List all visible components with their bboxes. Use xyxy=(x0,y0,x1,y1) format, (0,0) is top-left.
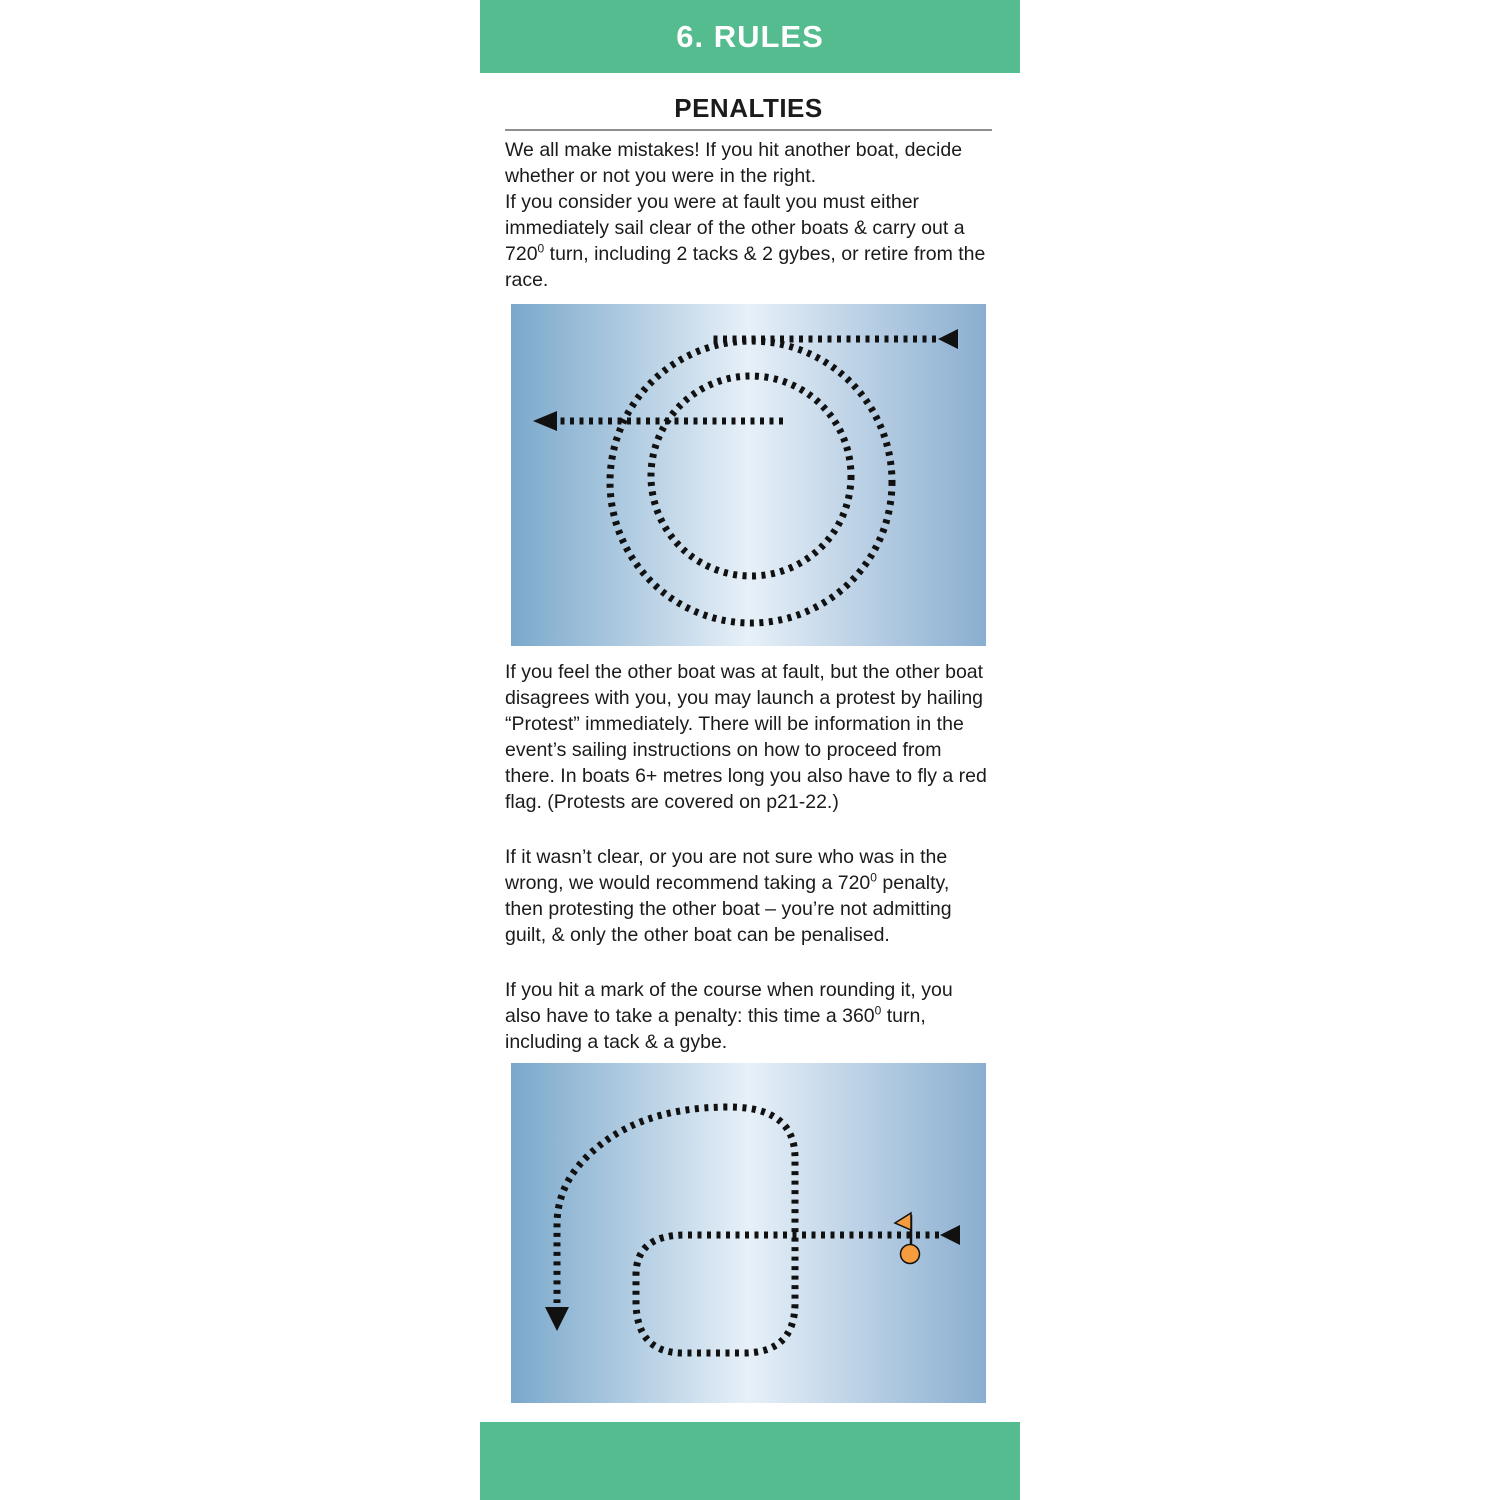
mark-buoy xyxy=(901,1245,920,1264)
page-content xyxy=(480,93,1020,1403)
superscript-zero: 0 xyxy=(874,1003,882,1018)
section-title: PENALTIES xyxy=(505,93,992,131)
paragraph-hit-mark-text-end: turn, including a tack & a gybe. xyxy=(505,1005,926,1053)
booklet-page xyxy=(480,0,1020,1500)
paragraph-not-sure xyxy=(505,844,992,948)
paragraph-not-sure-text: If it wasn’t clear, or you are not sure who was in the wrong, we would recommend taking a 720 xyxy=(505,846,948,894)
paragraph-hit-mark-text: If you hit a mark of the course when rounding it, you also have to take a penalty: this time a 360 xyxy=(505,979,953,1027)
paragraph-720-penalty xyxy=(505,189,992,293)
diagram-720-turn xyxy=(511,304,986,646)
paragraph-720-penalty-text: If you consider you were at fault you must either immediately sail clear of the other boats & carry out a 720 xyxy=(505,191,965,265)
sea-background xyxy=(511,304,986,646)
page-footer-bar xyxy=(480,1422,1020,1500)
paragraph-720-penalty-text-end: turn, including 2 tacks & 2 gybes, or retire from the race. xyxy=(505,243,986,291)
paragraph-not-sure-text-end: penalty, then protesting the other boat – you’re not admitting guilt, & only the other boat can be penalised. xyxy=(505,872,952,946)
chapter-header-bar xyxy=(480,0,1020,73)
diagram-360-turn xyxy=(511,1063,986,1403)
paragraph-mistakes: We all make mistakes! If you hit another boat, decide whether or not you were in the right. xyxy=(505,139,963,187)
superscript-zero: 0 xyxy=(870,870,877,885)
chapter-title: 6. RULES xyxy=(676,18,824,54)
superscript-zero: 0 xyxy=(537,241,545,256)
paragraph-protest: If you feel the other boat was at fault, but the other boat disagrees with you, you may launch a protest by hailing “Protest” immediately. There will be information in the event’s sailing instructions on how to proceed from there. In boats 6+ metres long you also have to fly a red flag. (Protests are covered on p21-22.) xyxy=(505,661,987,813)
paragraph-hit-mark xyxy=(505,977,992,1055)
